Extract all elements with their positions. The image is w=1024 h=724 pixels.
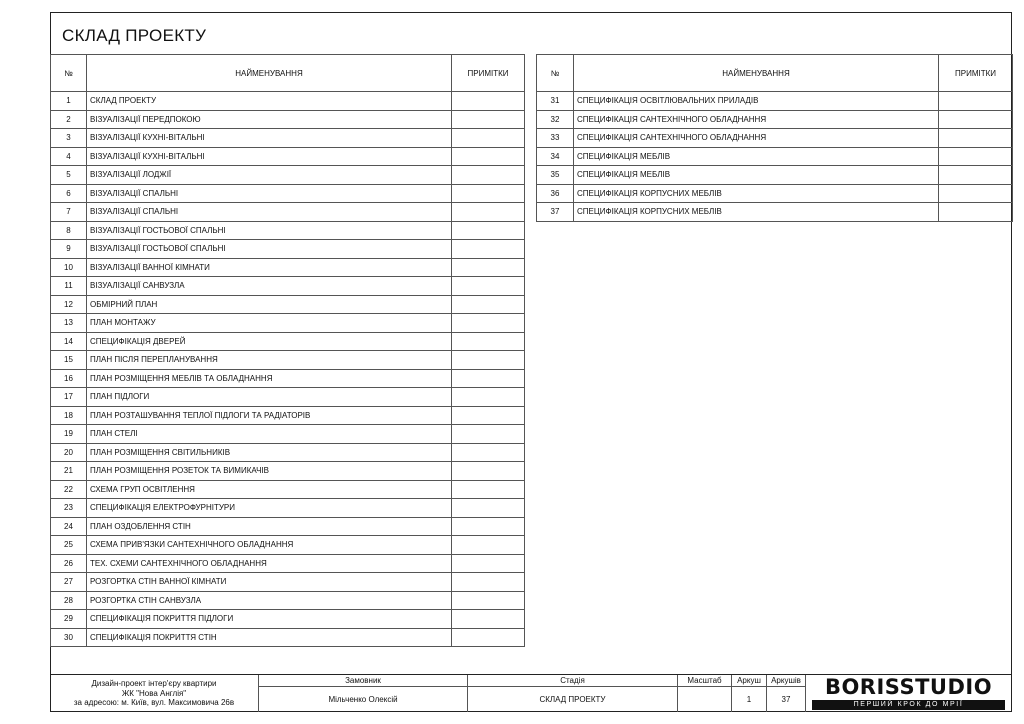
table-row <box>51 443 525 462</box>
row-notes <box>452 295 525 314</box>
table-row <box>51 110 525 129</box>
table-row <box>51 591 525 610</box>
row-notes <box>452 628 525 647</box>
stage-value: СКЛАД ПРОЕКТУ <box>468 687 678 712</box>
row-number: 29 <box>51 610 87 629</box>
row-number: 34 <box>537 147 574 166</box>
project-line-3: за адресою: м. Київ, вул. Максимовича 26в <box>73 698 235 707</box>
row-number: 19 <box>51 425 87 444</box>
row-notes <box>452 110 525 129</box>
row-notes <box>452 425 525 444</box>
table-row <box>51 258 525 277</box>
row-notes <box>452 240 525 259</box>
row-name: СПЕЦИФІКАЦІЯ КОРПУСНИХ МЕБЛІВ <box>574 184 939 203</box>
row-number: 11 <box>51 277 87 296</box>
client-value: Мільченко Олексій <box>259 687 468 712</box>
row-number: 37 <box>537 203 574 222</box>
row-number: 22 <box>51 480 87 499</box>
table-row <box>51 628 525 647</box>
row-name: СПЕЦИФІКАЦІЯ МЕБЛІВ <box>574 166 939 185</box>
project-line-2: ЖК "Нова Англія" <box>121 688 187 698</box>
table-row <box>51 480 525 499</box>
logo-tagline: ПЕРШИЙ КРОК ДО МРІЇ <box>812 700 1005 710</box>
table-row <box>51 499 525 518</box>
row-notes <box>452 332 525 351</box>
row-name: СПЕЦИФІКАЦІЯ ДВЕРЕЙ <box>87 332 452 351</box>
table-row <box>537 147 1013 166</box>
sheet-label: Аркуш <box>732 675 767 687</box>
row-notes <box>452 517 525 536</box>
sheets-value: 37 <box>767 687 806 712</box>
table-row <box>51 240 525 259</box>
sheets-label: Аркушів <box>767 675 806 687</box>
row-notes <box>452 591 525 610</box>
row-notes <box>452 536 525 555</box>
row-number: 15 <box>51 351 87 370</box>
row-number: 3 <box>51 129 87 148</box>
row-name: СКЛАД ПРОЕКТУ <box>87 92 452 111</box>
row-name: СПЕЦИФІКАЦІЯ ПОКРИТТЯ СТІН <box>87 628 452 647</box>
row-name: ПЛАН РОЗМІЩЕННЯ МЕБЛІВ ТА ОБЛАДНАННЯ <box>87 369 452 388</box>
row-notes <box>452 499 525 518</box>
row-name: СПЕЦИФІКАЦІЯ САНТЕХНІЧНОГО ОБЛАДНАННЯ <box>574 110 939 129</box>
row-number: 10 <box>51 258 87 277</box>
row-notes <box>452 388 525 407</box>
row-name: СПЕЦИФІКАЦІЯ ЕЛЕКТРОФУРНІТУРИ <box>87 499 452 518</box>
scale-value <box>678 687 732 712</box>
table-row <box>51 277 525 296</box>
row-notes <box>452 314 525 333</box>
table-row <box>51 573 525 592</box>
row-number: 28 <box>51 591 87 610</box>
row-number: 4 <box>51 147 87 166</box>
row-name: ВІЗУАЛІЗАЦІЇ САНВУЗЛА <box>87 277 452 296</box>
table-row <box>51 517 525 536</box>
row-number: 32 <box>537 110 574 129</box>
row-number: 2 <box>51 110 87 129</box>
stage-label: Стадія <box>468 675 678 687</box>
sheet-value: 1 <box>732 687 767 712</box>
row-notes <box>452 277 525 296</box>
row-notes <box>452 462 525 481</box>
row-name: СПЕЦИФІКАЦІЯ ОСВІТЛЮВАЛЬНИХ ПРИЛАДІВ <box>574 92 939 111</box>
row-number: 17 <box>51 388 87 407</box>
table-row <box>51 406 525 425</box>
row-notes <box>452 554 525 573</box>
row-number: 14 <box>51 332 87 351</box>
row-number: 36 <box>537 184 574 203</box>
row-notes <box>452 166 525 185</box>
row-notes <box>452 573 525 592</box>
row-number: 26 <box>51 554 87 573</box>
row-number: 8 <box>51 221 87 240</box>
table-header-row <box>537 55 1013 92</box>
row-number: 31 <box>537 92 574 111</box>
row-name: ПЛАН ПІДЛОГИ <box>87 388 452 407</box>
table-row <box>51 166 525 185</box>
row-number: 1 <box>51 92 87 111</box>
row-notes <box>452 129 525 148</box>
table-row <box>51 554 525 573</box>
row-number: 6 <box>51 184 87 203</box>
row-name: ВІЗУАЛІЗАЦІЇ ГОСТЬОВОЇ СПАЛЬНІ <box>87 221 452 240</box>
table-row <box>51 184 525 203</box>
row-name: СПЕЦИФІКАЦІЯ ПОКРИТТЯ ПІДЛОГИ <box>87 610 452 629</box>
table-row <box>537 166 1013 185</box>
scale-label: Масштаб <box>678 675 732 687</box>
table-row <box>51 369 525 388</box>
table-row <box>51 610 525 629</box>
project-description <box>50 675 259 712</box>
row-number: 30 <box>51 628 87 647</box>
row-name: ПЛАН МОНТАЖУ <box>87 314 452 333</box>
row-name: ВІЗУАЛІЗАЦІЇ КУХНІ-ВІТАЛЬНІ <box>87 129 452 148</box>
row-notes <box>939 147 1013 166</box>
table-header-row <box>51 55 525 92</box>
table-row <box>51 351 525 370</box>
row-number: 33 <box>537 129 574 148</box>
header-num: № <box>537 55 574 92</box>
row-notes <box>452 406 525 425</box>
row-notes <box>452 258 525 277</box>
row-number: 5 <box>51 166 87 185</box>
header-name: НАЙМЕНУВАННЯ <box>574 55 939 92</box>
page-title: СКЛАД ПРОЕКТУ <box>62 26 207 45</box>
row-number: 21 <box>51 462 87 481</box>
row-name: ПЛАН ОЗДОБЛЕННЯ СТІН <box>87 517 452 536</box>
table-row <box>51 295 525 314</box>
row-notes <box>452 92 525 111</box>
row-number: 13 <box>51 314 87 333</box>
table-row <box>51 332 525 351</box>
row-name: ОБМІРНИЙ ПЛАН <box>87 295 452 314</box>
row-notes <box>452 369 525 388</box>
row-notes <box>939 166 1013 185</box>
table-row <box>537 92 1013 111</box>
table-row <box>51 314 525 333</box>
row-notes <box>452 351 525 370</box>
table-row <box>537 110 1013 129</box>
row-number: 27 <box>51 573 87 592</box>
table-row <box>51 92 525 111</box>
header-notes: ПРИМІТКИ <box>939 55 1013 92</box>
table-row <box>51 203 525 222</box>
row-number: 24 <box>51 517 87 536</box>
row-name: ВІЗУАЛІЗАЦІЇ СПАЛЬНІ <box>87 203 452 222</box>
row-notes <box>452 203 525 222</box>
row-name: РОЗГОРТКА СТІН САНВУЗЛА <box>87 591 452 610</box>
table-row <box>537 129 1013 148</box>
row-name: СПЕЦИФІКАЦІЯ САНТЕХНІЧНОГО ОБЛАДНАННЯ <box>574 129 939 148</box>
row-name: СХЕМА ГРУП ОСВІТЛЕННЯ <box>87 480 452 499</box>
row-name: ПЛАН ПІСЛЯ ПЕРЕПЛАНУВАННЯ <box>87 351 452 370</box>
row-name: РОЗГОРТКА СТІН ВАННОЇ КІМНАТИ <box>87 573 452 592</box>
table-row <box>537 184 1013 203</box>
row-name: ТЕХ. СХЕМИ САНТЕХНІЧНОГО ОБЛАДНАННЯ <box>87 554 452 573</box>
row-notes <box>939 92 1013 111</box>
row-notes <box>939 129 1013 148</box>
header-num: № <box>51 55 87 92</box>
row-number: 23 <box>51 499 87 518</box>
row-notes <box>452 147 525 166</box>
row-number: 35 <box>537 166 574 185</box>
row-name: ПЛАН РОЗТАШУВАННЯ ТЕПЛОЇ ПІДЛОГИ ТА РАДІАТОРІВ <box>87 406 452 425</box>
table-row <box>537 203 1013 222</box>
row-number: 25 <box>51 536 87 555</box>
row-notes <box>939 110 1013 129</box>
row-notes <box>452 610 525 629</box>
project-line-1: Дизайн-проект інтер'єру квартири <box>91 679 217 688</box>
studio-logo <box>806 675 1011 711</box>
row-name: ВІЗУАЛІЗАЦІЇ ПЕРЕДПОКОЮ <box>87 110 452 129</box>
row-notes <box>452 443 525 462</box>
row-name: СПЕЦИФІКАЦІЯ МЕБЛІВ <box>574 147 939 166</box>
row-notes <box>452 184 525 203</box>
table-row <box>51 536 525 555</box>
table-row <box>51 221 525 240</box>
header-name: НАЙМЕНУВАННЯ <box>87 55 452 92</box>
table-row <box>51 147 525 166</box>
table-row <box>51 129 525 148</box>
row-number: 7 <box>51 203 87 222</box>
client-label: Замовник <box>259 675 468 687</box>
row-number: 16 <box>51 369 87 388</box>
contents-table-left <box>50 54 525 647</box>
row-number: 20 <box>51 443 87 462</box>
logo-wordmark: BORISSTUDIO <box>824 675 993 699</box>
row-notes <box>939 203 1013 222</box>
table-row <box>51 462 525 481</box>
row-notes <box>452 480 525 499</box>
row-name: ВІЗУАЛІЗАЦІЇ ВАННОЇ КІМНАТИ <box>87 258 452 277</box>
row-name: ВІЗУАЛІЗАЦІЇ СПАЛЬНІ <box>87 184 452 203</box>
header-notes: ПРИМІТКИ <box>452 55 525 92</box>
row-name: ВІЗУАЛІЗАЦІЇ КУХНІ-ВІТАЛЬНІ <box>87 147 452 166</box>
table-row <box>51 388 525 407</box>
row-name: ПЛАН РОЗМІЩЕННЯ РОЗЕТОК ТА ВИМИКАЧІВ <box>87 462 452 481</box>
table-row <box>51 425 525 444</box>
row-notes <box>452 221 525 240</box>
contents-table-right <box>536 54 1013 222</box>
row-name: ПЛАН СТЕЛІ <box>87 425 452 444</box>
row-name: ВІЗУАЛІЗАЦІЇ ЛОДЖІЇ <box>87 166 452 185</box>
row-number: 9 <box>51 240 87 259</box>
row-number: 12 <box>51 295 87 314</box>
row-notes <box>939 184 1013 203</box>
row-name: ПЛАН РОЗМІЩЕННЯ СВІТИЛЬНИКІВ <box>87 443 452 462</box>
row-number: 18 <box>51 406 87 425</box>
row-name: ВІЗУАЛІЗАЦІЇ ГОСТЬОВОЇ СПАЛЬНІ <box>87 240 452 259</box>
row-name: СПЕЦИФІКАЦІЯ КОРПУСНИХ МЕБЛІВ <box>574 203 939 222</box>
row-name: СХЕМА ПРИВ'ЯЗКИ САНТЕХНІЧНОГО ОБЛАДНАННЯ <box>87 536 452 555</box>
